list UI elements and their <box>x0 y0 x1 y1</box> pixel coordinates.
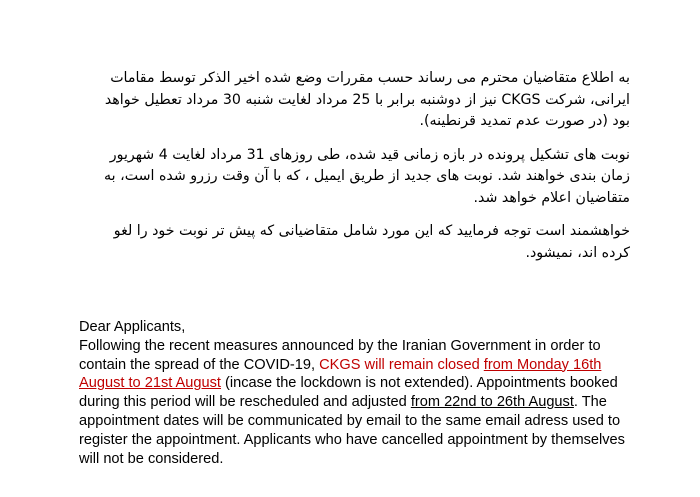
reschedule-dates: from 22nd to 26th August <box>410 394 574 411</box>
english-paragraph <box>79 337 639 469</box>
farsi-notice <box>100 68 630 276</box>
farsi-paragraph-rescheduling: نوبت های تشکیل پرونده در بازه زمانی قید شده، طی روزهای 31 مرداد لغایت 4 شهریور زمان بندی خواهند شد. نوبت های جدید از طریق ایمیل ، که با آن وقت رزرو شده است، به متقاضیان اعلام خواهد شد. <box>104 146 630 206</box>
communication-text: . The appointment dates will be communicated by email to the same email adress used to register the appointment. Applicants who have cancelled appointment by themselves will not be considered. <box>79 394 625 467</box>
english-notice <box>79 318 639 468</box>
farsi-paragraph-closure: به اطلاع متقاضیان محترم می رساند حسب مقررات وضع شده اخیر الذکر توسط مقامات ایرانی، شرکت CKGS نیز از دوشنبه برابر با 25 مرداد لغایت شنبه 30 مرداد تعطیل خواهد بود (در صورت عدم تمدید قرنطینه). <box>104 70 630 129</box>
closure-dates: from Monday 16th August to 21st August <box>79 356 602 392</box>
intro-text: Following the recent measures announced by the Iranian Government in order to contain the spread of the COVID-19, <box>79 337 601 373</box>
reschedule-text: (incase the lockdown is not extended). Appointments booked during this period will be rescheduled and adjusted <box>79 375 618 411</box>
closure-text: CKGS will remain closed <box>319 356 484 373</box>
salutation: Dear Applicants, <box>79 319 186 335</box>
farsi-paragraph-cancelled: خواهشمند است توجه فرمایید که این مورد شامل متقاضیانی که پیش تر نوبت خود را لغو کرده اند، نمیشود. <box>113 223 630 261</box>
